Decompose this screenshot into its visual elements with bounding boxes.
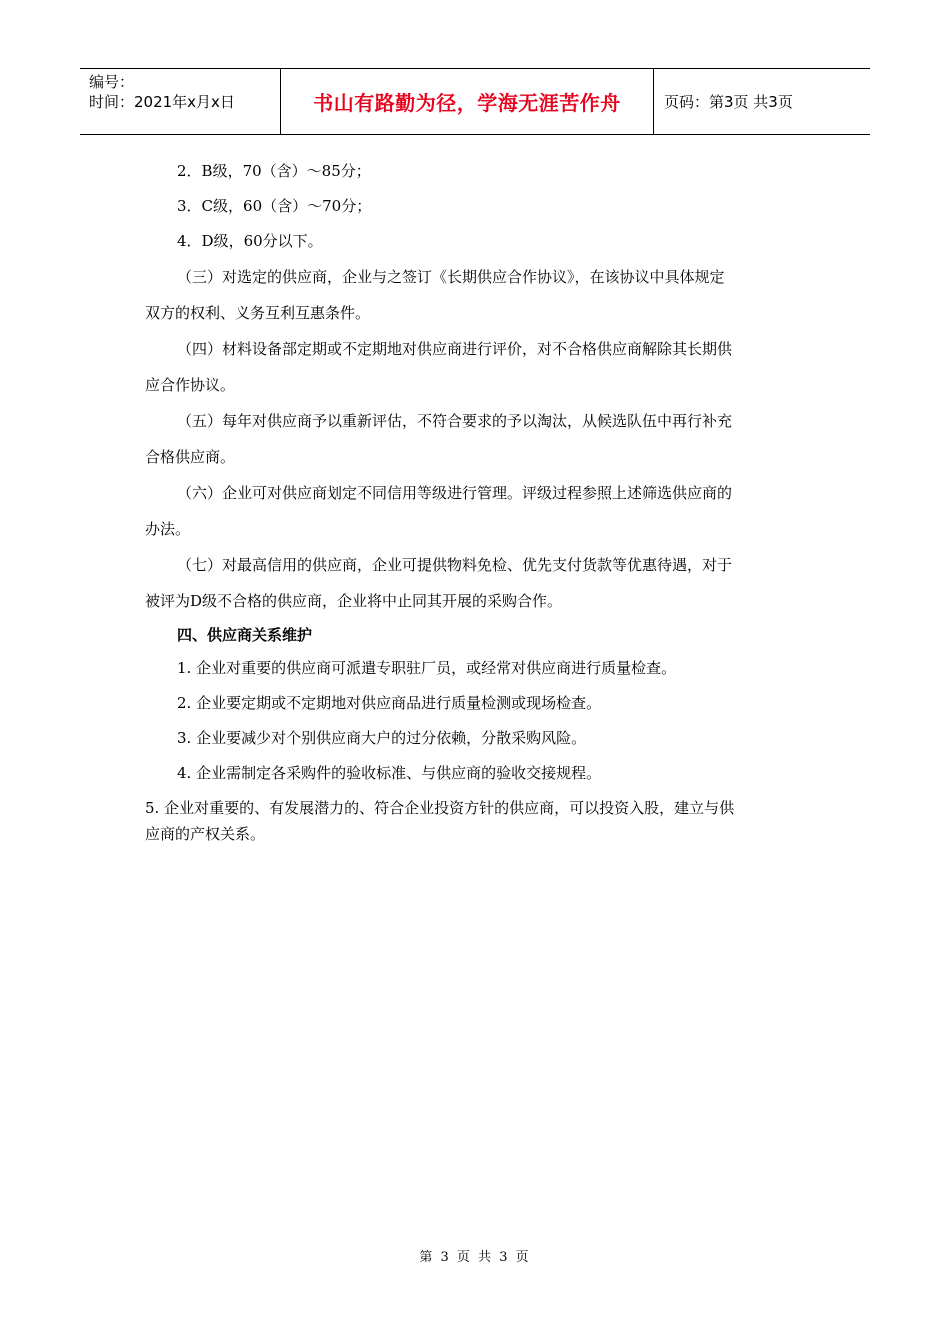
paragraph-five — [145, 403, 810, 475]
document-number-label: 编号： — [89, 73, 135, 91]
paragraph-four-line-2: 应合作协议。 — [145, 376, 236, 394]
list-item-3: 3. 企业要减少对个别供应商大户的过分依赖，分散采购风险。 — [177, 729, 587, 747]
header-page-number: 页码：第3页 共3页 — [664, 93, 793, 111]
paragraph-four-line-1: （四）材料设备部定期或不定期地对供应商进行评价，对不合格供应商解除其长期供 — [177, 340, 733, 358]
list-item-2: 2. 企业要定期或不定期地对供应商品进行质量检测或现场检查。 — [177, 694, 602, 712]
paragraph-seven — [145, 547, 810, 619]
paragraph-six-line-2: 办法。 — [145, 520, 191, 538]
grade-d-line: 4．D级，60分以下。 — [177, 232, 323, 250]
grade-b-line: 2．B级，70（含）～85分； — [177, 162, 371, 180]
list-item-1: 1. 企业对重要的供应商可派遣专职驻厂员，或经常对供应商进行质量检查。 — [177, 659, 677, 677]
header-meta — [80, 69, 281, 134]
paragraph-three-line-1: （三）对选定的供应商，企业与之签订《长期供应合作协议》，在该协议中具体规定 — [177, 268, 725, 286]
list-item-5 — [145, 795, 810, 847]
header-motto: 书山有路勤为径，学海无涯苦作舟 — [281, 69, 654, 134]
paragraph-five-line-2: 合格供应商。 — [145, 448, 236, 466]
document-time-label: 时间：2021年x月x日 — [89, 93, 235, 111]
paragraph-six-line-1: （六）企业可对供应商划定不同信用等级进行管理。评级过程参照上述筛选供应商的 — [177, 484, 733, 502]
list-item-5-line-2: 应商的产权关系。 — [145, 825, 266, 843]
paragraph-five-line-1: （五）每年对供应商予以重新评估，不符合要求的予以淘汰，从候选队伍中再行补充 — [177, 412, 733, 430]
paragraph-seven-line-1: （七）对最高信用的供应商，企业可提供物料免检、优先支付货款等优惠待遇，对于 — [177, 556, 733, 574]
paragraph-six — [145, 475, 810, 547]
list-item-5-line-1: 5. 企业对重要的、有发展潜力的、符合企业投资方针的供应商，可以投资入股，建立与供 — [145, 799, 735, 817]
paragraph-seven-line-2: 被评为D级不合格的供应商，企业将中止同其开展的采购合作。 — [145, 592, 563, 610]
document-header — [80, 68, 870, 135]
document-body — [145, 154, 810, 847]
paragraph-four — [145, 331, 810, 403]
page-footer: 第 3 页 共 3 页 — [419, 1250, 531, 1265]
section-four-heading: 四、供应商关系维护 — [177, 626, 313, 644]
paragraph-three-line-2: 双方的权利、义务互利互惠条件。 — [145, 304, 371, 322]
grade-c-line: 3．C级，60（含）～70分； — [177, 197, 372, 215]
list-item-4: 4. 企业需制定各采购件的验收标准、与供应商的验收交接规程。 — [177, 764, 602, 782]
paragraph-three — [145, 259, 810, 331]
